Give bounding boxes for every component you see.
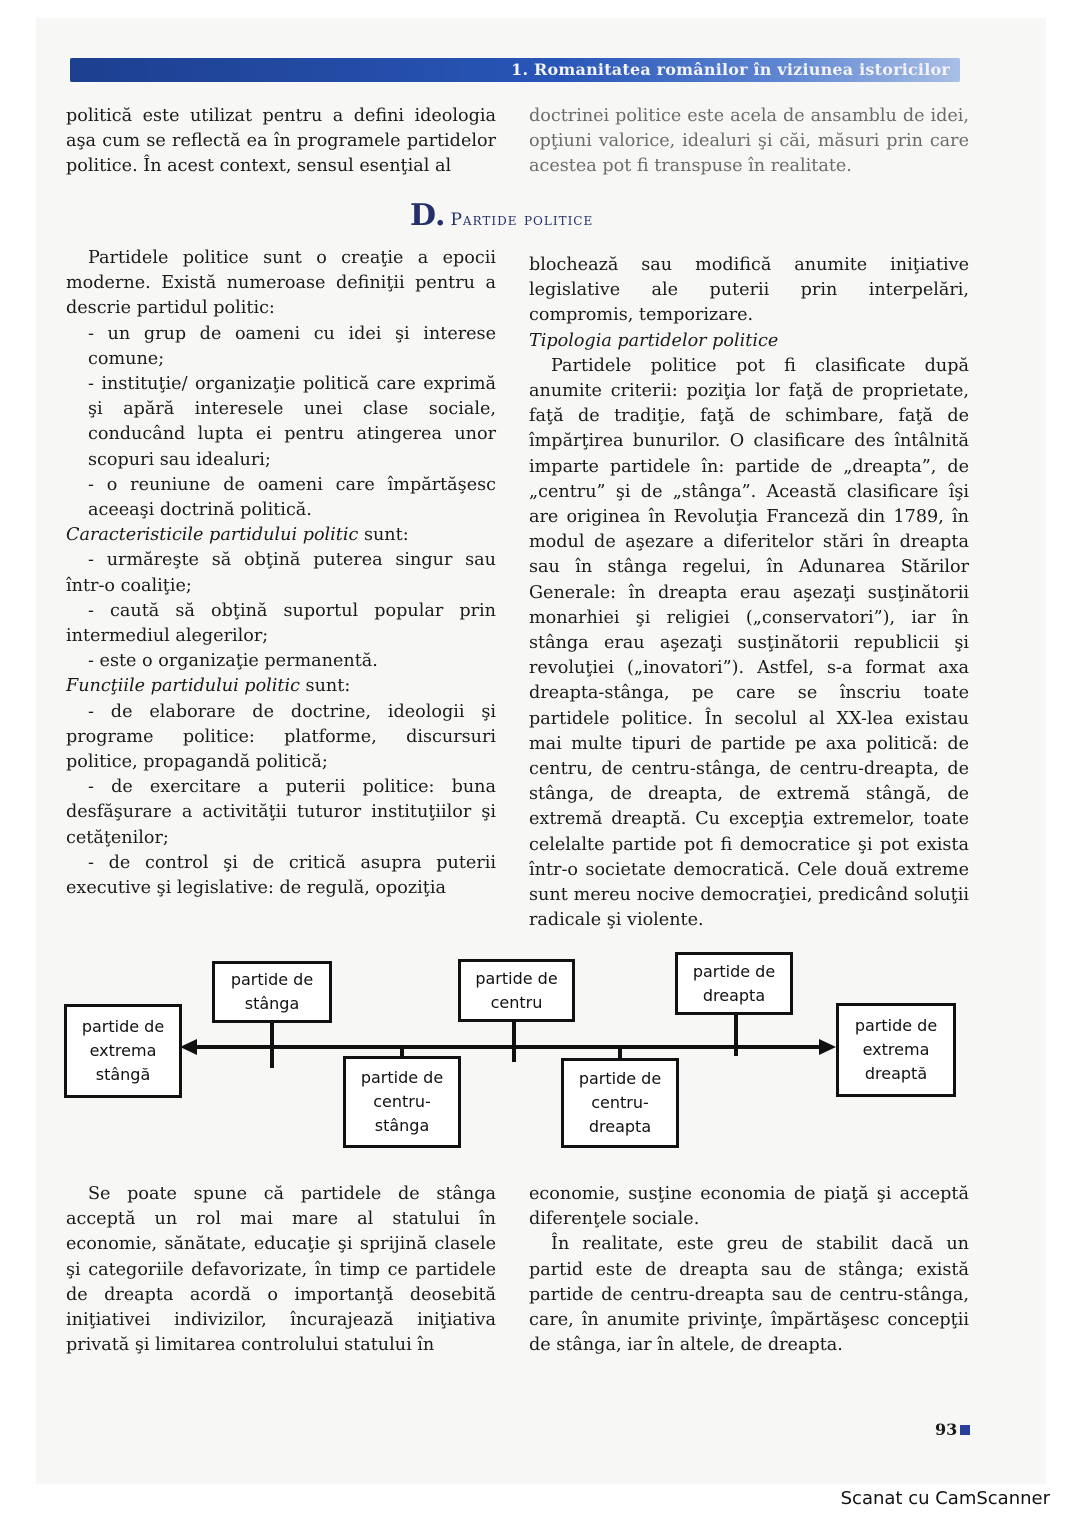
box-left: partide de stânga — [212, 961, 332, 1023]
bottom-right-paragraphs — [529, 1182, 969, 1358]
definition-item: - instituţie/ organizaţie politică care exprimă şi apără interesele unei clase sociale, conducând lupta ei pentru atingerea unor scopuri sau idealuri; — [88, 374, 496, 470]
left-arrowhead-icon — [180, 1039, 197, 1055]
chapter-title: 1. Romanitatea românilor în viziunea istoricilor — [511, 60, 950, 79]
bottom-right-text-2: În realitate, este greu de stabilit dacă un partid este de dreapta sau de stânga; există partide de centru-dreapta sau de centru-stânga, care, în anumite privinţe, împărtăşesc concepţii de stânga, iar în altele, de dreapta. — [529, 1234, 969, 1356]
section-letter: D. — [410, 198, 446, 233]
typology-heading: Tipologia partidelor politice — [529, 330, 779, 351]
characteristic-item: - urmăreşte să obţină puterea singur sau într-o coaliţie; — [66, 550, 496, 596]
scanner-watermark: Scanat cu CamScanner — [840, 1488, 1050, 1509]
box-center-left: partide de centru- stânga — [343, 1056, 461, 1148]
functions-title: Funcţiile partidului politic — [66, 676, 300, 697]
right-arrowhead-icon — [819, 1039, 836, 1055]
page-number: 93 — [935, 1420, 958, 1439]
page-marker-icon — [960, 1425, 970, 1435]
function-item: - de control şi de critică asupra puterii executive şi legislative: de regulă, opoziţia — [66, 852, 496, 899]
function-item: - de elaborare de doctrine, ideologii şi programe politice: platforme, discursuri politice, propagandă politică; — [66, 701, 496, 773]
characteristic-item: - este o organizaţie permanentă. — [88, 651, 378, 672]
definition-item: - o reuniune de oameni care împărtăşesc aceeaşi doctrină politică. — [88, 474, 496, 521]
function-item: - de exercitare a puterii politice: buna desfăşurare a activităţii tuturor instituţiilor şi cetăţenilor; — [66, 777, 496, 848]
characteristics-title: Caracteristicile partidului politic — [66, 525, 359, 546]
bottom-right-text-1: economie, susţine economia de piaţă şi acceptă diferenţele sociale. — [529, 1184, 969, 1230]
section-name: Partide politice — [450, 210, 594, 230]
characteristics-suffix: sunt: — [358, 525, 409, 546]
characteristic-item: - caută să obţină suportul popular prin intermediul alegerilor; — [66, 600, 496, 647]
continued-paragraph: blochează sau modifică anumite iniţiative legislative ale puterii prin interpelări, compromis, temporizare. — [529, 255, 969, 326]
intro-paragraph: Partidele politice sunt o creaţie a epocii moderne. Există numeroase definiţii pentru a descrie partidul politic: — [66, 248, 496, 319]
bottom-left-text: Se poate spune că partidele de stânga acceptă un rol mai mare al statului în economie, sănătate, educaţie şi sprijină clasele şi categoriile defavorizate, în timp ce partidele de dreapta acordă o importanţă deosebită iniţiativei indivizilor, încurajează iniţiativa privată şi limitarea controlului statului în — [66, 1184, 496, 1356]
top-left-text: politică este utilizat pentru a defini ideologia aşa cum se reflectă ea în programele partidelor politice. În acest context, sensul esenţial al — [66, 106, 496, 177]
top-right-text: doctrinei politice este acela de ansamblu de idei, opţiuni valorice, idealuri şi căi, măsuri prin care acestea pot fi transpuse în realitate. — [529, 106, 969, 177]
box-extreme-left: partide de extrema stângă — [64, 1004, 182, 1098]
box-center-right: partide de centru- dreapta — [561, 1058, 679, 1148]
typology-paragraph: Partidele politice pot fi clasificate după anumite criterii: poziţia lor faţă de proprietate, faţă de tradiţie, faţă de schimbare, faţă de împărţirea bunurilor. O clasificare des întâlnită imparte partidele în: partide de „dreapta”, de „centru” şi de „stânga”. Această clasificare îşi are originea în Revoluţia Franceză din 1789, în modul de aşezare a diferitelor stări în dreapta sau în stânga regelui, în Adunarea Stărilor Generale: în dreapta erau aşezaţi susţinătorii monarhiei şi religiei („conservatori”), iar în stânga erau aşezaţi susţinătorii republicii şi revoluţiei („inovatori”). Astfel, s-a format axa dreapta-stânga, pe care se înscriu toate partidele politice. În secolul al XX-lea existau mai multe tipuri de partide pe axa politică: de centru, de centru-stânga, de centru-dreapta, de stânga, de dreapta, de extremă stângă, de extremă dreaptă. Cu excepţia extremelor, toate celelalte partide pot fi democratice şi pot exista într-o societate democratică. Cele două extreme sunt mereu nocive democraţiei, predicând soluţii radicale şi violente. — [529, 355, 969, 931]
box-right: partide de dreapta — [675, 952, 793, 1015]
definition-item: - un grup de oameni cu idei şi interese comune; — [88, 323, 496, 369]
bottom-left-paragraph — [66, 1182, 496, 1358]
functions-suffix: sunt: — [299, 676, 351, 697]
box-extreme-right: partide de extrema dreaptă — [836, 1003, 956, 1097]
box-center: partide de centru — [458, 959, 575, 1022]
